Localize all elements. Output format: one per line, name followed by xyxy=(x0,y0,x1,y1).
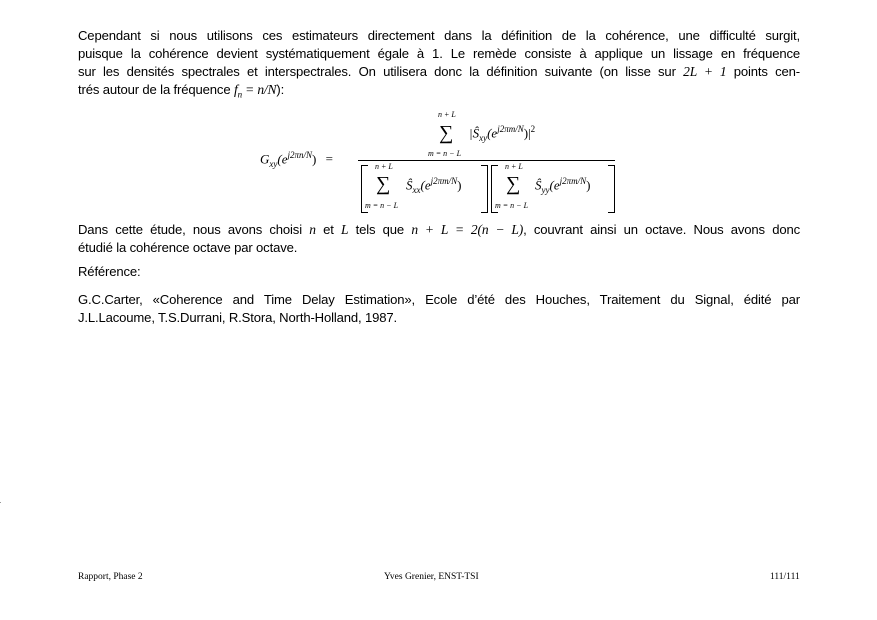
paragraph-coherence-smoothing xyxy=(78,27,800,104)
text-span: , couvrant ainsi un octave. Nous avons donc xyxy=(523,222,800,237)
math-equation: n + L = 2(n − L) xyxy=(411,222,524,237)
right-bracket-2 xyxy=(608,165,615,213)
footer-center: Yves Grenier, ENST-TSI xyxy=(384,572,479,582)
den1-term xyxy=(406,176,461,195)
den2-upper-limit: n + L xyxy=(505,162,523,171)
paragraph-octave-choice xyxy=(78,221,800,257)
text-span: points cen- xyxy=(733,64,800,79)
text-line: Cependant si nous utilisons ces estimateurs directement dans la définition de la cohérence, une difficulté surgit, xyxy=(78,28,800,43)
s-hat-yy: Ŝ xyxy=(535,177,542,193)
num-sigma: ∑ xyxy=(439,122,454,144)
num-subscript: xy xyxy=(479,132,488,143)
den2-arg-open: (e xyxy=(549,177,560,193)
text-span: tels que xyxy=(355,222,405,237)
text-line: puisque la cohérence devient systématiquement égale à 1. Le remède consiste à applique un lissage en fréquence xyxy=(78,46,800,61)
text-line: G.C.Carter, «Coherence and Time Delay Estimation», Ecole d’été des Houches, Traitement du Signal, édité par xyxy=(78,292,800,307)
lhs-arg-close: ) xyxy=(312,151,317,167)
text-line xyxy=(78,221,800,239)
s-hat-xx: Ŝ xyxy=(406,177,413,193)
footer-page-number: 111/111 xyxy=(770,572,800,582)
right-bracket-1 xyxy=(481,165,488,213)
den2-subscript: yy xyxy=(541,184,550,195)
text-span: Dans cette étude, nous avons choisi xyxy=(78,222,302,237)
den1-lower-limit: m = n − L xyxy=(365,201,399,210)
num-arg-close: )| xyxy=(523,125,531,141)
text-line xyxy=(78,81,800,104)
reference-citation xyxy=(78,291,800,327)
den1-upper-limit: n + L xyxy=(375,162,393,171)
text-span: trés autour de la fréquence xyxy=(78,82,231,97)
num-lower-limit: m = n − L xyxy=(428,149,462,158)
text-line xyxy=(78,63,800,81)
num-arg-open: (e xyxy=(487,125,498,141)
den2-arg-close: ) xyxy=(586,177,591,193)
math-inline xyxy=(683,64,726,79)
lhs-exponent: j2πn/N xyxy=(287,150,313,160)
num-upper-limit: n + L xyxy=(438,110,456,119)
num-exponent: j2πm/N xyxy=(497,124,524,134)
den2-sigma: ∑ xyxy=(506,173,521,195)
formula-lhs xyxy=(260,150,333,169)
lhs-arg-open: (e xyxy=(277,151,288,167)
g-subscript: xy xyxy=(269,158,278,169)
equals-sign: = xyxy=(325,151,333,167)
den2-lower-limit: m = n − L xyxy=(495,201,529,210)
text-span: et xyxy=(323,222,334,237)
den1-subscript: xx xyxy=(412,184,421,195)
reference-heading: Référence: xyxy=(78,264,141,279)
footer-left: Rapport, Phase 2 xyxy=(78,572,143,582)
coherence-formula xyxy=(255,110,635,215)
den2-term xyxy=(535,176,590,195)
math-rest: = n/N xyxy=(241,82,277,97)
fraction-bar xyxy=(358,160,615,161)
math-text: 2L + 1 xyxy=(683,64,727,79)
num-power: 2 xyxy=(530,124,536,134)
text-line: étudié la cohérence octave par octave. xyxy=(78,240,298,255)
den1-arg-open: (e xyxy=(420,177,431,193)
text-span: ): xyxy=(276,82,285,97)
num-term xyxy=(469,124,535,143)
g-symbol: G xyxy=(260,151,270,167)
den1-arg-close: ) xyxy=(457,177,462,193)
math-f: f xyxy=(233,82,238,97)
math-n: n xyxy=(309,222,316,237)
math-sub: n xyxy=(237,89,242,100)
text-span: sur les densités spectrales et interspectrales. On utilisera donc la définition suivante (on lisse sur xyxy=(78,64,676,79)
math-L: L xyxy=(340,222,349,237)
den2-exponent: j2πm/N xyxy=(559,176,587,186)
den1-sigma: ∑ xyxy=(376,173,391,195)
math-inline xyxy=(233,82,277,100)
scan-speck xyxy=(0,502,1,503)
text-line: J.L.Lacoume, T.S.Durrani, R.Stora, North-Holland, 1987. xyxy=(78,310,398,325)
s-hat-xy: |Ŝ xyxy=(469,125,480,141)
den1-exponent: j2πm/N xyxy=(430,176,458,186)
